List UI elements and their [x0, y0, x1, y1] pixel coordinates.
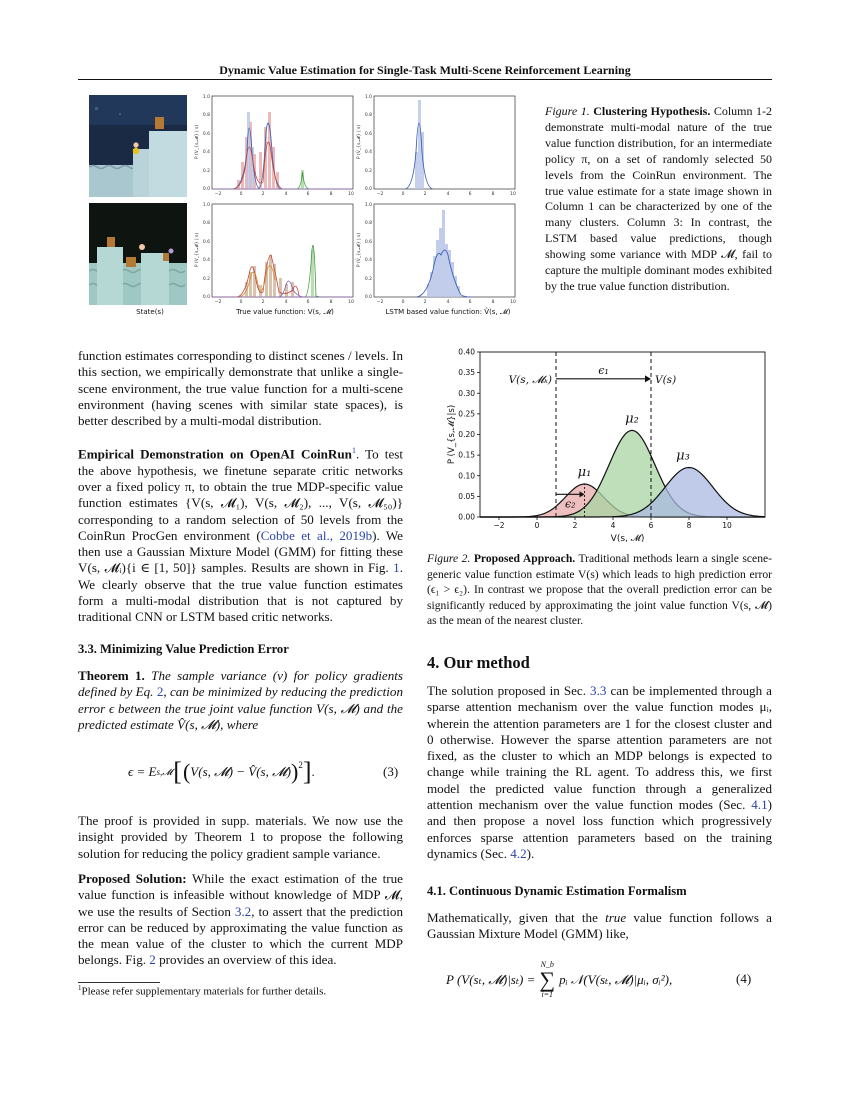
svg-text:0.2: 0.2 — [364, 277, 372, 282]
svg-text:0.2: 0.2 — [364, 169, 372, 174]
x-tick-label: 4 — [610, 521, 616, 530]
fig1-col3-label: LSTM based value function: V̂(s, 𝓜) — [385, 308, 511, 316]
figure-2-chart — [430, 342, 770, 547]
x-tick-label: 10 — [722, 521, 732, 530]
y-tick-label: 0.35 — [458, 368, 475, 378]
svg-text:4: 4 — [284, 192, 288, 197]
svg-text:4: 4 — [284, 300, 288, 305]
section-4-heading: 4. Our method — [427, 653, 530, 672]
svg-text:0.0: 0.0 — [364, 295, 372, 300]
svg-text:0.0: 0.0 — [202, 187, 210, 192]
svg-text:0.6: 0.6 — [202, 240, 210, 245]
eq4-sum-lower: i=1 — [541, 990, 554, 999]
y-tick-label: 0.05 — [458, 491, 475, 501]
x-tick-label: 8 — [686, 521, 692, 530]
svg-text:8: 8 — [329, 300, 333, 305]
svg-text:2: 2 — [261, 300, 265, 305]
svg-text:−2: −2 — [376, 192, 384, 197]
eq4-sum-upper: N_b — [540, 960, 554, 969]
svg-text:0: 0 — [239, 192, 243, 197]
fig1-caption-title: Clustering Hypothesis. — [593, 104, 711, 118]
fig1-caption-label: Figure 1. — [545, 104, 590, 118]
svg-text:8: 8 — [491, 192, 495, 197]
svg-text:0: 0 — [239, 300, 243, 305]
gmm-paragraph — [427, 910, 772, 943]
svg-text:1.0: 1.0 — [202, 203, 210, 208]
left-paragraph-proof: The proof is provided in supp. materials. We now use the insight provided by Theorem 1 to propose the following solution for reducing the policy gradient sample variance. — [78, 813, 403, 861]
svg-text:0.8: 0.8 — [202, 221, 210, 226]
gmm-text-a: Mathematically, given that the — [427, 910, 606, 925]
svg-text:0.8: 0.8 — [364, 221, 372, 226]
eq4-lhs: P (V(sₜ, 𝓜)|sₜ) = — [446, 972, 536, 987]
fig2-caption — [427, 551, 772, 629]
svg-text:4: 4 — [446, 192, 450, 197]
footnote-number: 1 — [78, 984, 82, 992]
svg-text:1.0: 1.0 — [364, 95, 372, 100]
method-text-a: The solution proposed in Sec. — [427, 683, 591, 698]
coinrun-text-a: . To test the above hypothesis, we finetune separate critic networks over a fixed policy π, to obtain the true MDP-specific value function estimates {V(s, 𝓜₁), V(s, 𝓜₂), ..., V(s, 𝓜₅₀)} corresponding to a random selection of 50 levels from the CoinRun ProcGen environment ( — [78, 446, 403, 543]
method-text-c: ) and then propose a novel loss function which progressively enforces sparse attention parameters based on the training dynamics (Sec. — [427, 797, 772, 861]
label-v-s: V(s) — [655, 373, 677, 386]
equation-3: ϵ = E s,𝓜 [ ( V(s, 𝓜) − V̂(s, 𝓜) ) $^2$ ] . — [128, 757, 315, 786]
svg-text:0.8: 0.8 — [202, 113, 210, 118]
fig1-caption-text: Column 1-2 demonstrate multi-modal nature of the true value function distribution, for an intermediate policy π, on a set of randomly selected 50 levels from the CoinRun environment. The true value estimate for a state image shown in Column 1 can be characterized by one of the many clusters. Column 3: In contrast, the LSTM based value predictions, though showing some variance with MDP 𝓜, fail to capture the multiple dominant modes exhibited by the true value function distribution. — [545, 104, 772, 293]
section-3-3-heading: 3.3. Minimizing Value Prediction Error — [78, 642, 289, 656]
svg-text:6: 6 — [306, 192, 310, 197]
cite-cobbe[interactable]: Cobbe et al., 2019b — [260, 527, 373, 543]
svg-text:6: 6 — [306, 300, 310, 305]
y-tick-label: 0.15 — [458, 450, 475, 460]
gmm-text-true: true — [605, 910, 627, 925]
svg-text:P (V_{s,𝓜} | s): P (V_{s,𝓜} | s) — [195, 232, 200, 268]
theorem-text-a: The sample variance (ν) for policy gradients defined by Eq. — [78, 668, 403, 700]
svg-text:0.4: 0.4 — [364, 150, 372, 155]
svg-text:4: 4 — [446, 300, 450, 305]
eq2-ref[interactable]: 2 — [156, 684, 164, 700]
svg-text:0.0: 0.0 — [202, 295, 210, 300]
proposed-solution-heading: Proposed Solution: — [78, 871, 187, 886]
svg-text:P (V_{s,𝓜} | s): P (V_{s,𝓜} | s) — [195, 124, 200, 160]
svg-text:0.4: 0.4 — [202, 150, 210, 155]
label-eps2: ϵ₂ — [564, 497, 576, 511]
fig1-caption — [545, 104, 772, 295]
svg-text:10: 10 — [510, 192, 516, 197]
theorem-label: Theorem 1. — [78, 668, 145, 683]
svg-text:0: 0 — [401, 192, 405, 197]
fig1-col1-label: State(s) — [136, 308, 164, 316]
fig1-ref[interactable]: 1 — [393, 560, 400, 576]
label-mu2: μ₂ — [625, 411, 639, 427]
svg-text:8: 8 — [491, 300, 495, 305]
svg-text:−2: −2 — [376, 300, 384, 305]
our-method-paragraph — [427, 683, 772, 862]
svg-text:P (V̂_{s,𝓜} | s): P (V̂_{s,𝓜} | s) — [357, 232, 362, 268]
y-tick-label: 0.10 — [458, 471, 475, 481]
x-tick-label: 2 — [572, 521, 578, 530]
svg-text:0.6: 0.6 — [202, 132, 210, 137]
equation-4: P (V(sₜ, 𝓜)|sₜ) = N_b ∑ i=1 pᵢ 𝒩(V(sₜ, 𝓜)|μᵢ, σᵢ²), — [446, 960, 673, 999]
sec-3-3-ref[interactable]: 3.3 — [590, 683, 607, 698]
fig2-caption-label: Figure 2. — [427, 552, 471, 565]
true-value-histogram-1 — [193, 92, 358, 199]
coinrun-text-b: ). We then use a Gaussian Mixture Model (GMM) for fitting these V(s, 𝓜ᵢ){i ∈ [1, 50]} samples. Results are shown in Fig. — [78, 527, 403, 576]
eq3-subscript: s,𝓜 — [156, 766, 173, 777]
x-tick-label: 0 — [534, 521, 540, 530]
sec-4-1-ref[interactable]: 4.1 — [751, 797, 768, 813]
x-axis-label: V(s, 𝓜) — [610, 534, 645, 544]
coinrun-state-thumbnail-2 — [89, 203, 187, 305]
y-tick-label: 0.40 — [458, 347, 475, 357]
footnote-rule — [78, 982, 160, 983]
x-tick-label: −2 — [493, 521, 505, 530]
svg-text:0: 0 — [401, 300, 405, 305]
eq3-number: (3) — [383, 764, 399, 779]
eq4-rhs: pᵢ 𝒩(V(sₜ, 𝓜)|μᵢ, σᵢ²), — [559, 972, 673, 987]
proposed-solution-paragraph — [78, 871, 403, 969]
y-tick-label: 0.00 — [458, 512, 475, 522]
svg-text:6: 6 — [468, 300, 472, 305]
y-tick-label: 0.25 — [458, 409, 475, 419]
lstm-value-histogram-1 — [355, 92, 520, 199]
coinrun-state-thumbnail-1 — [89, 95, 187, 197]
label-v-smk: V(s, 𝓜ₖ) — [508, 373, 552, 386]
gmm-text-b: value function follows a Gaussian Mixture Model (GMM) like, — [427, 910, 772, 942]
left-paragraph-1: function estimates corresponding to distinct scenes / levels. In this section, we empirically demonstrate that unlike a single-scene environment, the true value function for a multi-scene environment (having scenes with similar state spaces), is better described by a multi-modal distribution. — [78, 348, 403, 429]
svg-text:−2: −2 — [214, 300, 222, 305]
svg-text:1.0: 1.0 — [202, 95, 210, 100]
fig2-caption-title: Proposed Approach. — [473, 552, 576, 565]
sec-3-2-ref[interactable]: 3.2 — [234, 903, 252, 919]
true-value-histogram-2 — [193, 200, 358, 307]
eq3-lhs: ϵ = E — [128, 764, 157, 779]
svg-text:2: 2 — [423, 192, 427, 197]
svg-text:10: 10 — [348, 192, 354, 197]
section-4-1-heading: 4.1. Continuous Dynamic Estimation Formalism — [427, 884, 687, 898]
svg-text:10: 10 — [510, 300, 516, 305]
coinrun-heading: Empirical Demonstration on OpenAI CoinRun — [78, 446, 352, 462]
label-mu1: μ₁ — [577, 465, 592, 480]
lstm-value-histogram-2 — [355, 200, 520, 307]
svg-text:−2: −2 — [214, 192, 222, 197]
fig2-caption-text: Traditional methods learn a single scene-generic value function estimate V(s) which leads to high prediction error (ϵ₁ > ϵ₂). In contrast we propose that the overall prediction error can be significantly reduced by approximating the joint value function V(s, 𝓜) as the mean of the nearest cluster. — [427, 552, 772, 628]
svg-text:2: 2 — [423, 300, 427, 305]
x-tick-label: 6 — [648, 521, 654, 530]
svg-text:0.4: 0.4 — [364, 258, 372, 263]
svg-text:1.0: 1.0 — [364, 203, 372, 208]
theorem-1 — [78, 668, 403, 733]
svg-text:2: 2 — [261, 192, 265, 197]
svg-text:0.2: 0.2 — [202, 169, 210, 174]
method-text-d: ). — [526, 845, 535, 861]
svg-text:0.2: 0.2 — [202, 277, 210, 282]
svg-text:0.6: 0.6 — [364, 240, 372, 245]
svg-text:6: 6 — [468, 192, 472, 197]
proposed-text-c: provides an overview of this idea. — [155, 952, 337, 968]
header-rule — [78, 79, 772, 80]
svg-text:0.0: 0.0 — [364, 187, 372, 192]
fig1-col2-label: True value function: V(s, 𝓜) — [236, 308, 334, 316]
footnote — [78, 984, 403, 998]
svg-text:P (V̂_{s,𝓜} | s): P (V̂_{s,𝓜} | s) — [357, 124, 362, 160]
proposed-text-a: While the exact estimation of the true value function is infeasible without knowledge of MDP 𝓜, we use the results of Section — [78, 871, 403, 919]
method-text-b: can be implemented through a sparse attention mechanism over the value function modes μᵢ, wherein the attention parameters are 1 for the closest cluster and 0 otherwise. However the sparse attention parameters are not fixed, as the cluster to which an MDP belongs is expected to change while training the RL agent. To address this, we first model the predicted value function through a generalized attention mechanism over the value function modes (Sec. — [427, 683, 772, 813]
fig2-ref[interactable]: 2 — [149, 952, 156, 968]
y-axis-label: P (V_{s,𝓜}|s) — [447, 404, 457, 465]
svg-text:0.6: 0.6 — [364, 132, 372, 137]
sec-4-2-ref[interactable]: 4.2 — [510, 845, 527, 861]
svg-text:10: 10 — [348, 300, 354, 305]
eps1-arrow-head — [645, 375, 651, 382]
left-paragraph-coinrun — [78, 443, 403, 626]
eq4-number: (4) — [736, 971, 752, 986]
running-head: Dynamic Value Estimation for Single-Task Multi-Scene Reinforcement Learning — [219, 63, 631, 77]
footnote-ref[interactable]: 1 — [351, 446, 356, 455]
coinrun-text-c: . We clearly observe that the true value function estimates form a multi-modal distribution that is not captured by traditional CNN or LSTM based critic networks. — [78, 560, 403, 625]
theorem-text-b: , can be minimized by reducing the prediction error ϵ between the true joint value function V(s, 𝓜) and the predicted estimate V̂(s, 𝓜), where — [78, 684, 403, 732]
label-mu3: μ₃ — [676, 448, 690, 464]
footnote-text: Please refer supplementary materials for further details. — [81, 985, 327, 998]
svg-text:0.8: 0.8 — [364, 113, 372, 118]
svg-text:0.4: 0.4 — [202, 258, 210, 263]
eq3-body: V(s, 𝓜) − V̂(s, 𝓜) — [190, 764, 292, 779]
svg-text:8: 8 — [329, 192, 333, 197]
y-tick-label: 0.30 — [458, 388, 475, 398]
label-eps1: ϵ₁ — [598, 363, 609, 377]
proposed-text-b: , to assert that the prediction error can be reduced by approximating the value function as the mean value of the cluster to which the current MDP belongs. Fig. — [78, 903, 403, 968]
y-tick-label: 0.20 — [458, 430, 475, 439]
